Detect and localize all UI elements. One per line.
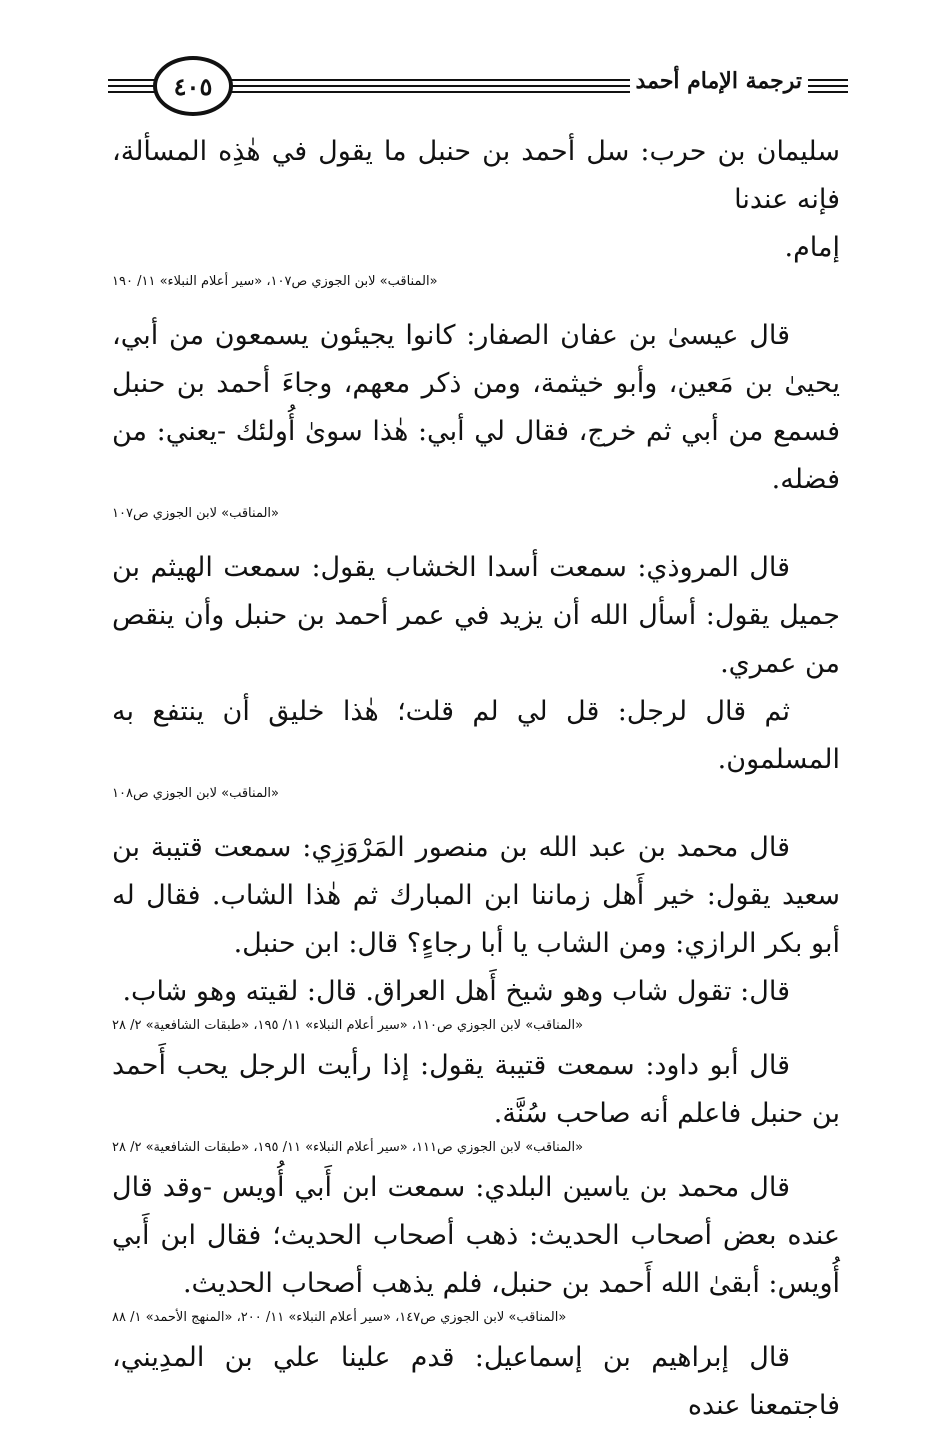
page-body xyxy=(112,128,840,1430)
paragraph: قال عيسىٰ بن عفان الصفار: كانوا يجيئون يسمعون من أبي، يحيىٰ بن مَعين، وأبو خيثمة، ومن ذكر معهم، وجاءَ أحمد بن حنبل فسمع من أبي ثم خرج، فقال لي أبي: هٰذا سوىٰ أُولئك -يعني: من فضله. xyxy=(112,320,840,495)
source-citation: «المناقب» لابن الجوزي ص١١١، «سير أعلام النبلاء» ١١/ ١٩٥، «طبقات الشافعية» ٢/ ٢٨ xyxy=(112,1140,584,1155)
paragraph: قال محمد بن ياسين البلدي: سمعت ابن أَبي أُويس -وقد قال عنده بعض أصحاب الحديث: ذهب أصحاب الحديث؛ فقال ابن أَبي أُويس: أبقىٰ الله أَحمد بن حنبل، فلم يذهب أصحاب الحديث. xyxy=(112,1172,840,1299)
header-rule xyxy=(808,91,848,93)
paragraph: قال إبراهيم بن إسماعيل: قدم علينا علي بن المدِيني، فاجتمعنا عنده xyxy=(112,1342,840,1421)
paragraph: إمام. xyxy=(784,232,840,263)
page-number: ٤٠٥ xyxy=(153,56,233,116)
header-rule xyxy=(808,85,848,87)
source-citation: «المناقب» لابن الجوزي ص١٠٧، «سير أعلام النبلاء» ١١/ ١٩٠ xyxy=(112,274,438,289)
paragraph: قال محمد بن عبد الله بن منصور المَرْوَزِي: سمعت قتيبة بن سعيد يقول: خير أَهل زماننا ابن المبارك ثم هٰذا الشاب. فقال له أبو بكر الرازي: ومن الشاب يا أبا رجاءٍ؟ قال: ابن حنبل. xyxy=(112,832,840,959)
source-citation: «المناقب» لابن الجوزي ص١٠٨ xyxy=(112,786,279,801)
paragraph: قال: تقول شاب وهو شيخ أَهل العراق. قال: لقيته وهو شاب. xyxy=(122,976,790,1007)
running-title: ترجمة الإمام أحمد xyxy=(630,68,808,94)
source-citation: «المناقب» لابن الجوزي ص١٠٧ xyxy=(112,506,279,521)
paragraph: ثم قال لرجل: قل لي لم قلت؛ هٰذا خليق أن ينتفع به المسلمون. xyxy=(112,696,840,775)
header-rule xyxy=(808,79,848,81)
paragraph: سليمان بن حرب: سل أحمد بن حنبل ما يقول في هٰذِه المسألة، فإنه عندنا xyxy=(112,136,840,215)
paragraph: قال المروذي: سمعت أسدا الخشاب يقول: سمعت الهيثم بن جميل يقول: أسأل الله أن يزيد في عمر أحمد بن حنبل وأن ينقص من عمري. xyxy=(112,552,840,679)
paragraph: قال أبو داود: سمعت قتيبة يقول: إذا رأيت الرجل يحب أَحمد بن حنبل فاعلم أنه صاحب سُنَّة. xyxy=(112,1050,840,1129)
source-citation: «المناقب» لابن الجوزي ص١٤٧، «سير أعلام النبلاء» ١١/ ٢٠٠، «المنهج الأحمد» ١/ ٨٨ xyxy=(112,1310,567,1325)
source-citation: «المناقب» لابن الجوزي ص١١٠، «سير أعلام النبلاء» ١١/ ١٩٥، «طبقات الشافعية» ٢/ ٢٨ xyxy=(112,1018,584,1033)
page-header xyxy=(108,48,848,108)
